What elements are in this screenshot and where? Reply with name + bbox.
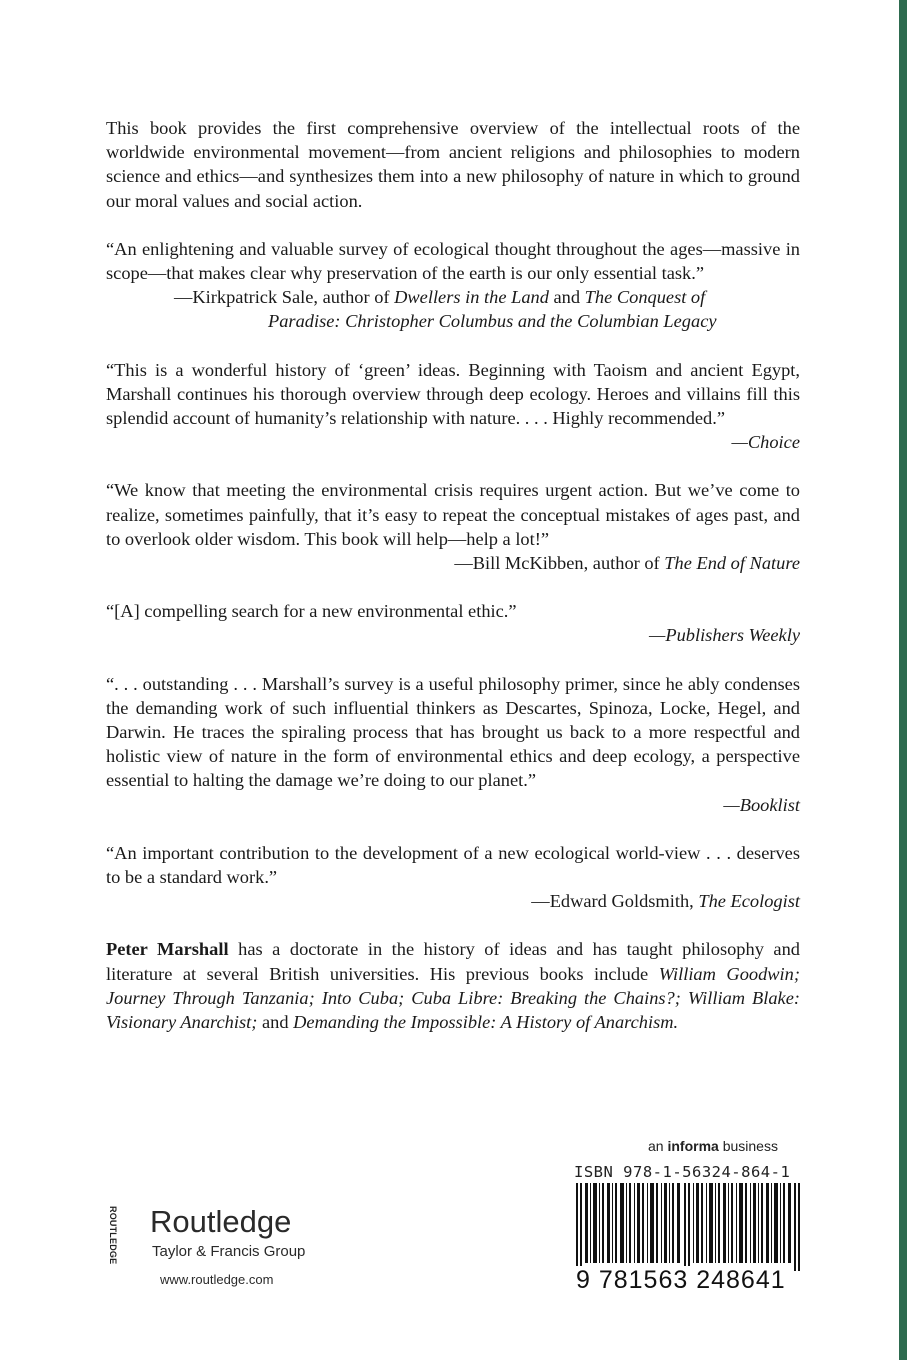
review-attribution: —Edward Goldsmith, The Ecologist (531, 891, 800, 912)
review-text: “An important contribution to the development of a new ecological world-view . . . deserves to be a standard work.” (106, 842, 800, 888)
review-text: “[A] compelling search for a new environmental ethic.” (106, 601, 517, 622)
review-text: “An enlightening and valuable survey of ecological thought throughout the ages—massive in scope—that makes clear why preservation of the earth is our only essential task.” (106, 238, 800, 284)
review-goldsmith (106, 841, 800, 914)
review-text: “. . . outstanding . . . Marshall’s survey is a useful philosophy primer, since he ably condenses the demanding work of such influential thinkers as Descartes, Spinoza, Locke, Hegel, and Darwin. He traces the spiraling process that has brought us back to a more respectful and holistic view of nature in the form of environmental ethics and deep ecology, a perspective essential to halting the damage we’re doing to our planet.” (106, 673, 800, 791)
book-description: This book provides the first comprehensive overview of the intellectual roots of the worldwide environmental movement—from ancient religions and philosophies to modern science and ethics—and synthesizes them into a new philosophy of nature in which to ground our moral values and social action. (106, 118, 800, 211)
barcode-icon (576, 1183, 804, 1271)
isbn-label: ISBN 978-1-56324-864-1 (574, 1163, 791, 1181)
review-text: “We know that meeting the environmental crisis requires urgent action. But we’ve come to realize, sometimes painfully, that it’s easy to repeat the conceptual mistakes of ages past, and to overlook older wisdom. This book will help—help a lot!” (106, 480, 800, 549)
review-attribution: —Booklist (723, 794, 800, 815)
back-cover-text (106, 116, 800, 1034)
routledge-vertical-wordmark: ROUTLEDGE (108, 1206, 118, 1265)
informa-business-tagline: an informa business (648, 1138, 778, 1154)
publisher-name: Routledge (150, 1204, 292, 1239)
review-attribution: —Choice (731, 432, 800, 453)
review-attribution-cont: Paradise: Christopher Columbus and the Columbian Legacy (268, 311, 717, 332)
author-bio: Peter Marshall has a doctorate in the history of ideas and has taught philosophy and literature at several British universities. His previous books include William Goodwin; Journey Through Tanzania; Into Cuba; Cuba Libre: Breaking the Chains?; William Blake: Visionary Anarchist; and Demanding the Impossible: A History of Anarchism. (106, 939, 800, 1033)
review-choice (106, 358, 800, 455)
review-sale (106, 237, 800, 334)
review-attribution: —Bill McKibben, author of The End of Nature (454, 553, 800, 574)
spine-edge (899, 0, 907, 1360)
publisher-group: Taylor & Francis Group (152, 1243, 306, 1260)
review-mckibben (106, 478, 800, 575)
author-name: Peter Marshall (106, 939, 229, 960)
publisher-url[interactable]: www.routledge.com (160, 1272, 274, 1287)
barcode-number: 9 781563 248641 (576, 1266, 786, 1294)
review-text: “This is a wonderful history of ‘green’ ideas. Beginning with Taoism and ancient Egypt, Marshall continues his thorough overview through deep ecology. Heroes and villains fill this splendid account of humanity’s relationship with nature. . . . Highly recommended.” (106, 359, 800, 429)
review-attribution: —Publishers Weekly (648, 625, 800, 646)
review-publishers-weekly (106, 599, 800, 647)
review-booklist (106, 672, 800, 817)
review-attribution: —Kirkpatrick Sale, author of Dwellers in the Land and The Conquest of (174, 287, 706, 308)
